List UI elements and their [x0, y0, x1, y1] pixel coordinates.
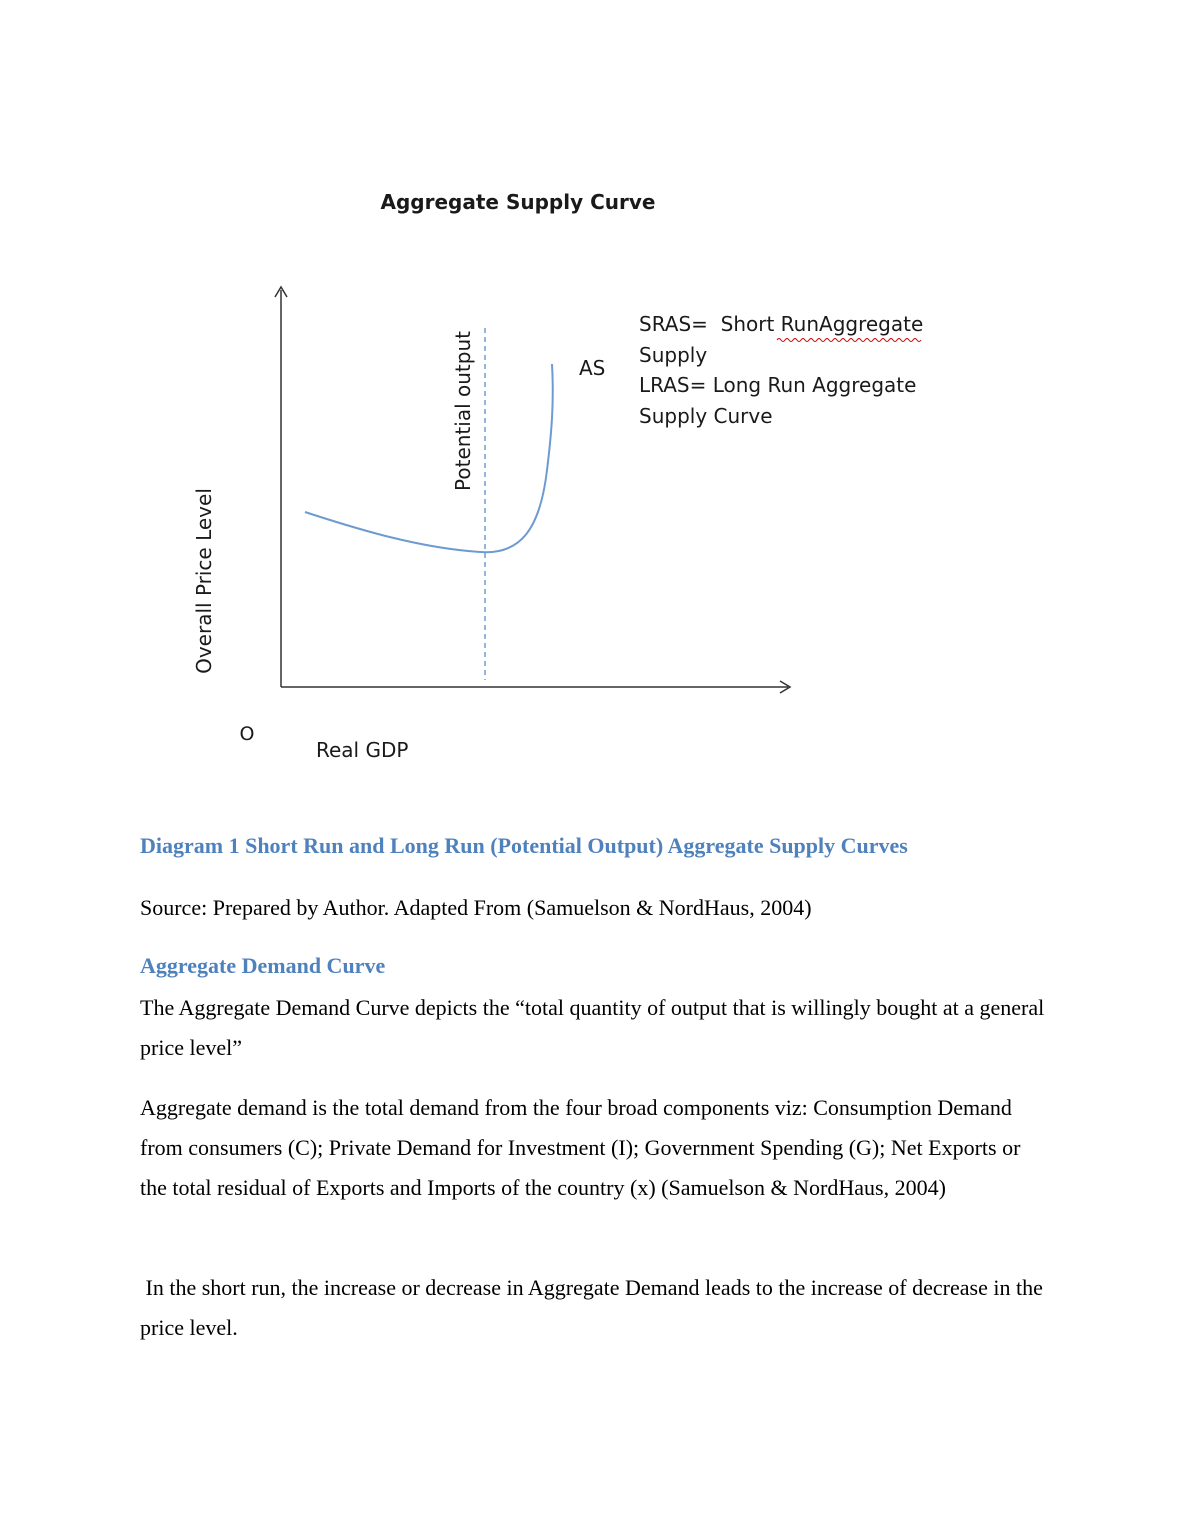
- paragraph: In the short run, the increase or decrease in Aggregate Demand leads to the increase of decrease in the price level.: [140, 1275, 1049, 1340]
- legend-line: SRAS= Short RunAggregate: [639, 312, 924, 336]
- source-line: Source: Prepared by Author. Adapted From (Samuelson & NordHaus, 2004): [140, 895, 812, 920]
- as-curve-label: AS: [579, 356, 606, 380]
- y-axis-label: Overall Price Level: [192, 488, 216, 674]
- origin-label: O: [239, 723, 255, 745]
- section-heading: Aggregate Demand Curve: [140, 953, 386, 978]
- potential-output-label: Potential output: [451, 331, 475, 491]
- paragraph: The Aggregate Demand Curve depicts the “total quantity of output that is willingly bought at a general price level”: [140, 995, 1045, 1060]
- legend-line: LRAS= Long Run Aggregate: [639, 373, 917, 397]
- legend-line: Supply Curve: [639, 404, 773, 428]
- diagram-title: Aggregate Supply Curve: [380, 190, 656, 214]
- x-axis-label: Real GDP: [316, 738, 409, 762]
- paragraph: Aggregate demand is the total demand from the four broad components viz: Consumption Demand from consumers (C); Private Demand for Investment (I); Government Spending (G); Net Exports or the total residual of Exports and Imports of the country (x) (Samuelson & NordHaus, 2004): [140, 1095, 1021, 1200]
- legend-line: Supply: [639, 343, 708, 367]
- aggregate-supply-curve: [305, 364, 553, 552]
- figure-caption: Diagram 1 Short Run and Long Run (Potential Output) Aggregate Supply Curves: [140, 833, 908, 858]
- spellcheck-underline: [777, 339, 921, 342]
